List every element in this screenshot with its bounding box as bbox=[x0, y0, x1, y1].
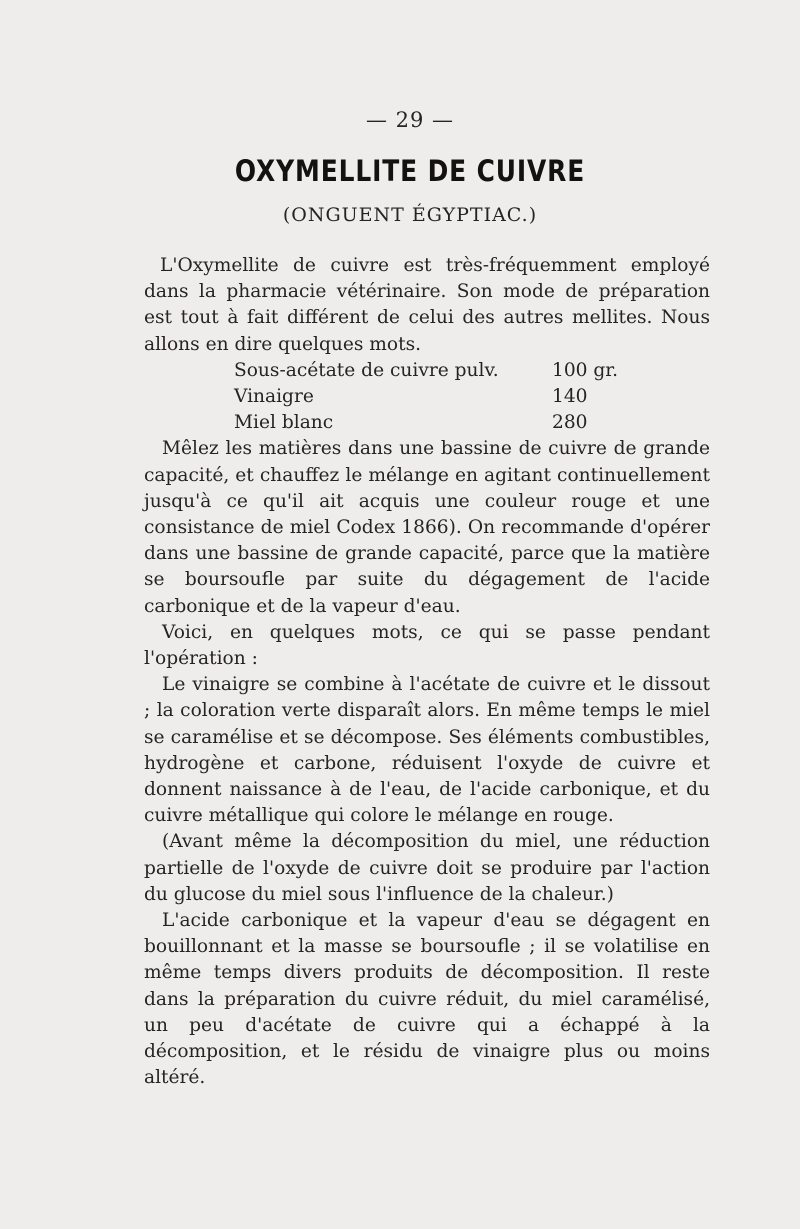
ingredient-quantity: 140 bbox=[552, 386, 588, 407]
recipe-row bbox=[144, 358, 710, 384]
recipe-row bbox=[144, 410, 710, 436]
paragraph-result: L'acide carbonique et la vapeur d'eau se dégagent en bouillonnant et la masse se boursoufle ; il se volatilise en même temps divers produits de décomposition. Il reste dans la préparation du cuivre réduit, du miel caramélisé, un peu d'acétate de cuivre qui a échappé à la décomposition, et le résidu de vinaigre plus ou moins altéré. bbox=[144, 910, 710, 1089]
paragraph-reaction: Le vinaigre se combine à l'acétate de cuivre et le dissout ; la coloration verte disparaît alors. En même temps le miel se caramélise et se décompose. Ses éléments combustibles, hydrogène et carbone, réduisent l'oxyde de cuivre et donnent naissance à de l'eau, de l'acide carbonique, et du cuivre métallique qui colore le mélange en rouge. bbox=[144, 674, 710, 827]
ingredient-quantity: 280 bbox=[552, 412, 588, 434]
ingredient-name: Sous-acétate de cuivre pulv. bbox=[234, 359, 499, 381]
intro-paragraph: L'Oxymellite de cuivre est très-fréquemment employé dans la pharmacie vétérinaire. Son mode de préparation est tout à fait différent de celui des autres mellites. Nous allons en dire quelques mots. bbox=[144, 255, 710, 355]
page-title: OXYMELLITE DE CUIVRE bbox=[234, 154, 586, 188]
body-text bbox=[144, 253, 710, 1091]
paragraph-preparation: Mêlez les matières dans une bassine de cuivre de grande capacité, et chauffez le mélange en agitant continuellement jusqu'à ce qu'il ait acquis une couleur rouge et une consistance de miel Codex 1866). On recommande d'opérer dans une bassine de grande capacité, parce que la matière se boursoufle par suite du dégagement de l'acide carbonique et de la vapeur d'eau. bbox=[144, 438, 710, 617]
ingredient-name: Vinaigre bbox=[234, 386, 314, 407]
recipe-list bbox=[144, 358, 710, 437]
subtitle: (ONGUENT ÉGYPTIAC.) bbox=[282, 204, 538, 226]
ingredient-name: Miel blanc bbox=[234, 412, 334, 434]
paragraph-glucose-note: (Avant même la décomposition du miel, une réduction partielle de l'oxyde de cuivre doit se produire par l'action du glucose du miel sous l'influence de la chaleur.) bbox=[144, 831, 710, 905]
ingredient-quantity: 100 gr. bbox=[552, 359, 619, 381]
recipe-row bbox=[144, 384, 710, 410]
paragraph-intro-explanation: Voici, en quelques mots, ce qui se passe pendant l'opération : bbox=[144, 621, 710, 669]
page-number: — 29 — bbox=[365, 108, 455, 132]
